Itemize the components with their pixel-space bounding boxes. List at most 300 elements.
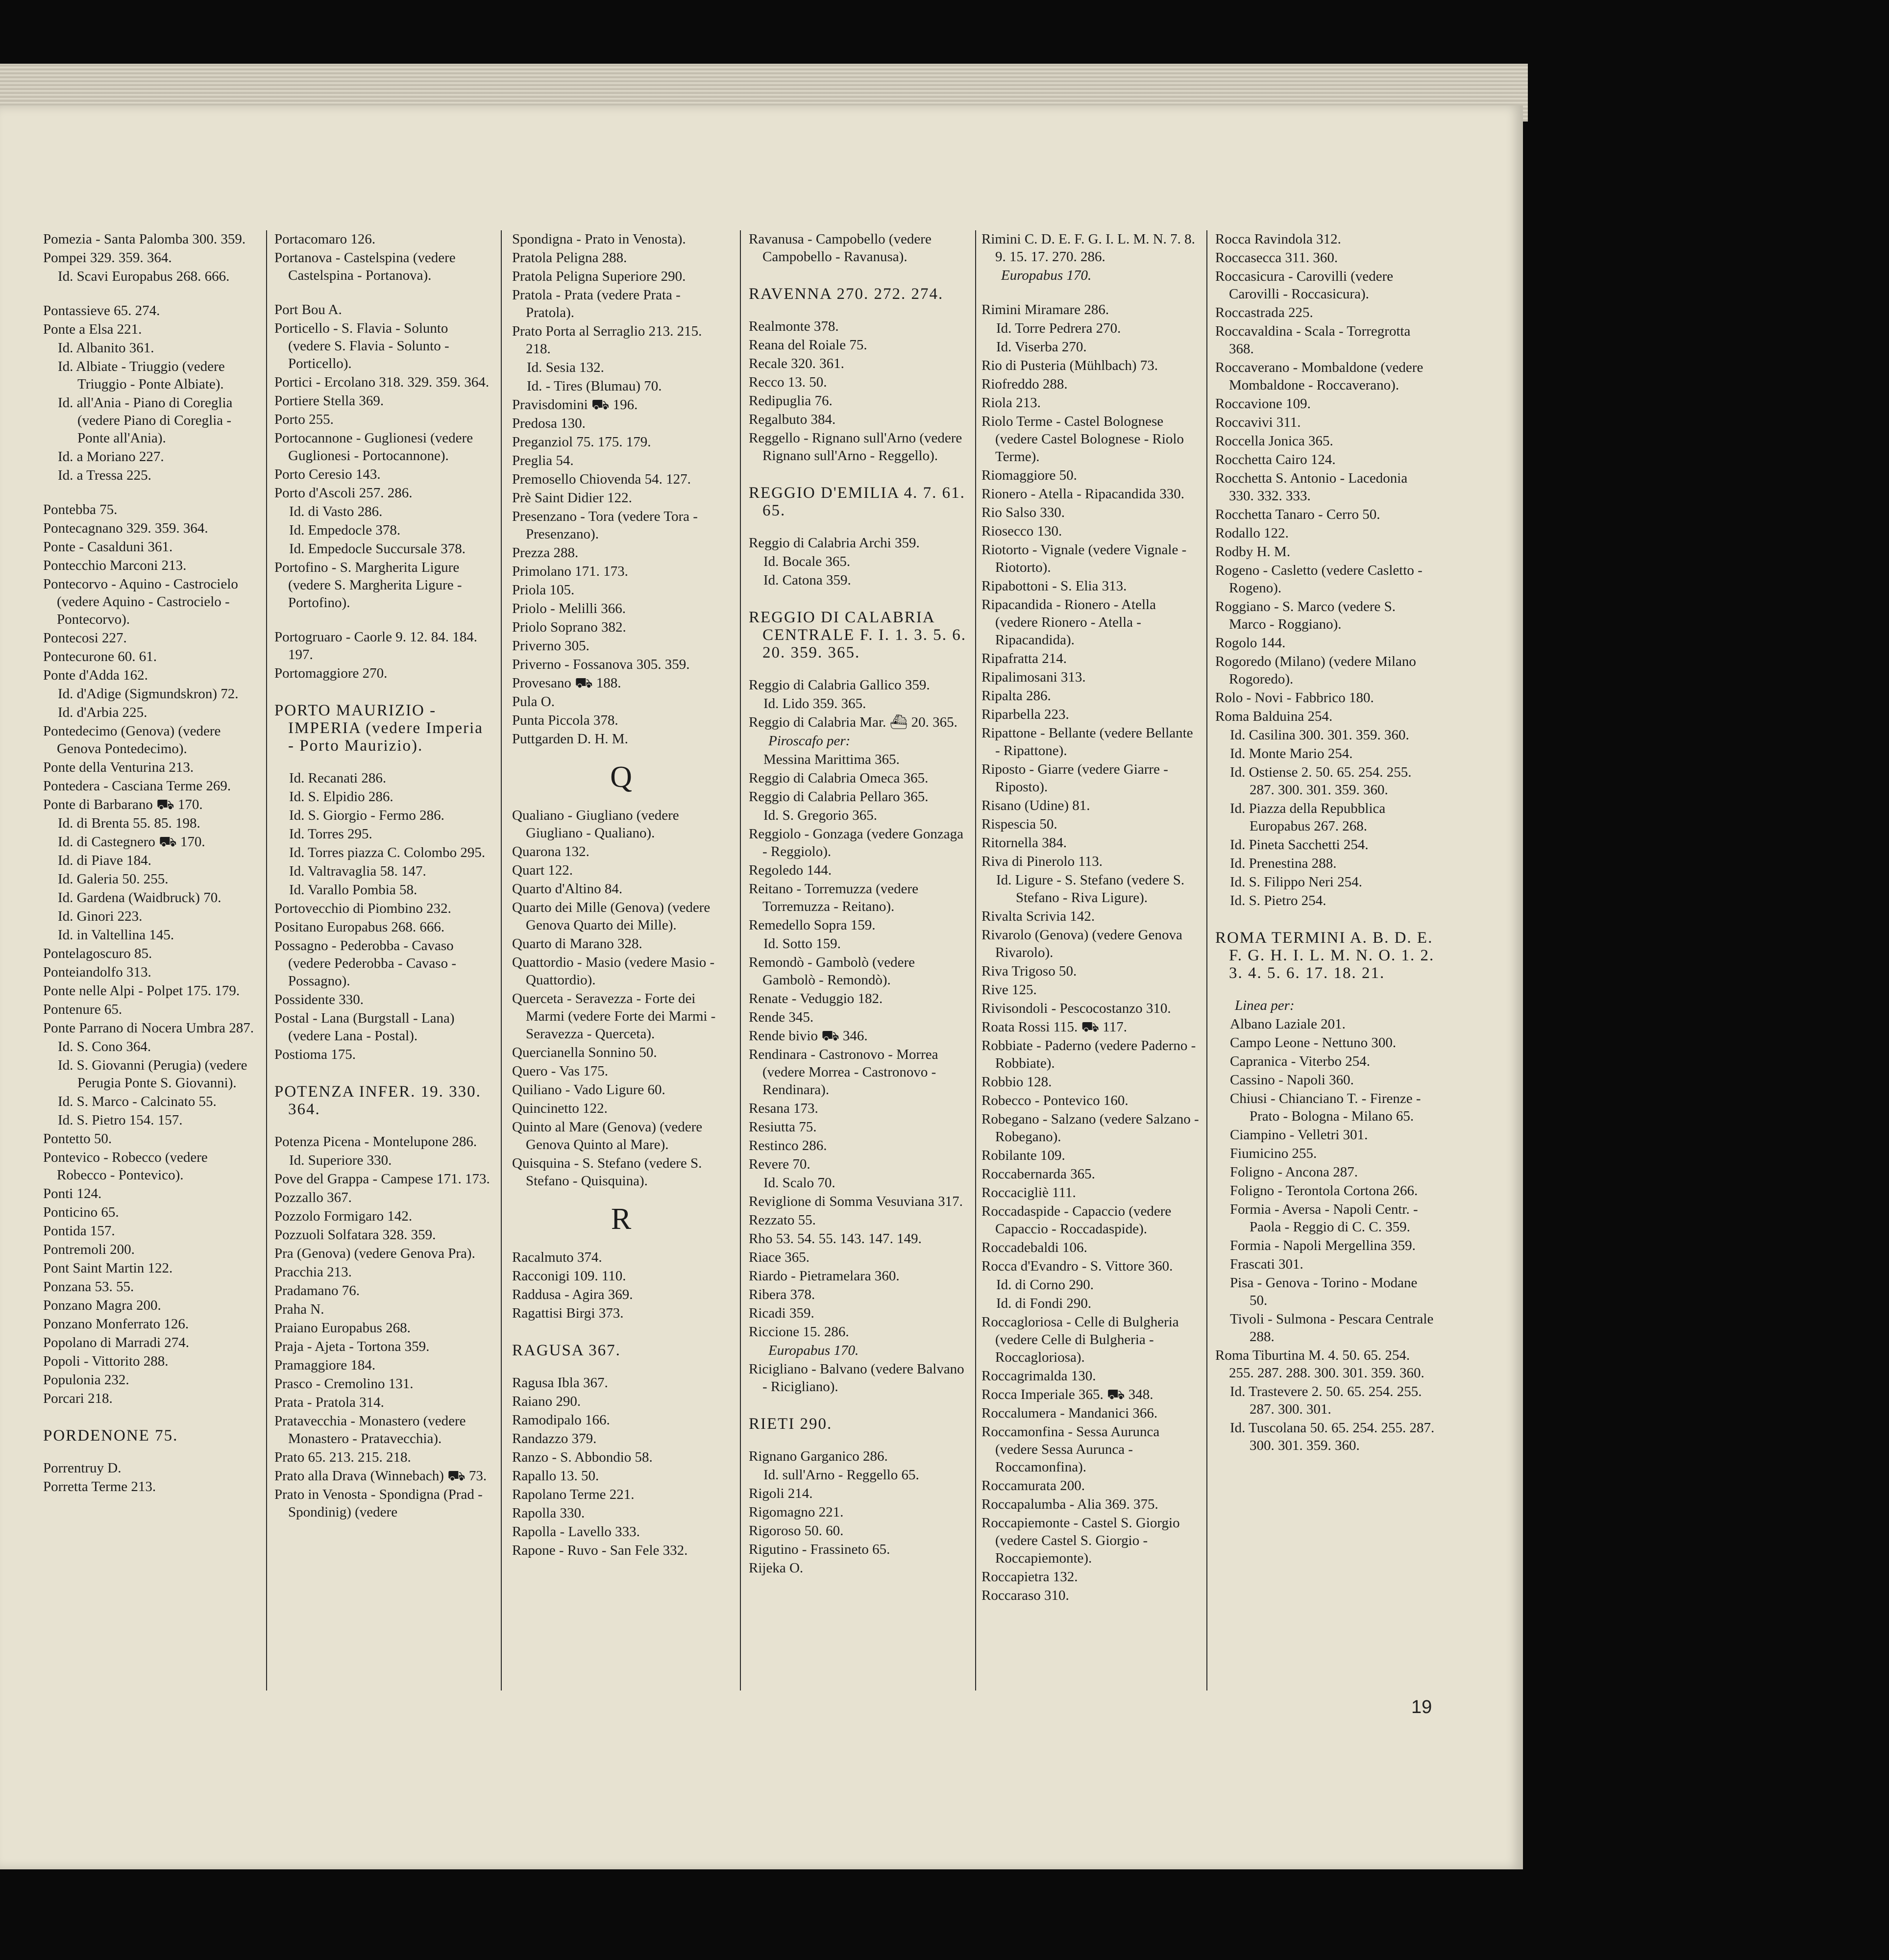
index-entry: Id. Scavi Europabus 268. 666. [58,269,230,284]
index-entry: Roccagloriosa - Celle di Bulgheria (vedere Celle di Bulgheria - Roccagloriosa). [981,1314,1179,1365]
index-entry: Rocchetta S. Antonio - Lacedonia 330. 332. 333. [1215,470,1408,504]
index-entry: Ripattone - Bellante (vedere Bellante - Ripattone). [981,725,1193,759]
index-entry: Postioma 175. [274,1047,356,1062]
index-entry: Ripalimosani 313. [981,669,1086,685]
index-heading: RAVENNA 270. 272. 274. [749,285,944,303]
index-entry: Pratola Peligna Superiore 290. [512,269,686,284]
index-entry: Rapolla - Lavello 333. [512,1524,640,1540]
index-entry: Porto 255. [274,412,334,427]
column-divider [975,230,976,1690]
index-column-1 [43,230,259,1700]
index-entry: Roccagrimalda 130. [981,1368,1096,1384]
index-entry: Priverno - Fossanova 305. 359. [512,657,690,672]
index-entry: Roccamurata 200. [981,1478,1085,1494]
index-entry: Roccapietra 132. [981,1569,1078,1585]
section-letter: R [611,1202,632,1236]
index-entry: Ponzano Magra 200. [43,1298,161,1313]
index-entry: Roggiano - S. Marco (vedere S. Marco - Roggiano). [1215,599,1396,632]
index-entry: Pra (Genova) (vedere Genova Pra). [274,1246,475,1261]
index-entry: Rive 125. [981,982,1037,998]
index-entry: Riotorto - Vignale (vedere Vignale - Riotorto). [981,542,1187,575]
index-entry: Pomezia - Santa Palomba 300. 359. [43,231,246,247]
index-entry: Risano (Udine) 81. [981,798,1090,813]
index-entry: Id. Ginori 223. [58,908,143,924]
index-entry: Reggio di Calabria Pellaro 365. [749,789,929,805]
index-entry: Roma Tiburtina M. 4. 50. 65. 254. 255. 287. 288. 300. 301. 359. 360. [1215,1348,1424,1381]
index-entry: Ricadi 359. [749,1305,814,1321]
index-entry: Rende 345. [749,1009,814,1025]
index-entry: Pozzolo Formigaro 142. [274,1208,413,1224]
index-entry: Praha N. [274,1301,324,1317]
index-entry: Ragattisi Birgi 373. [512,1305,624,1321]
index-entry: Ponte Parrano di Nocera Umbra 287. [43,1020,254,1036]
index-entry: Prato in Venosta - Spondigna (Prad - Spondinig) (vedere [274,1487,483,1520]
index-entry: Id. Albiate - Triuggio (vedere Triuggio - Ponte Albiate). [58,359,225,392]
index-entry: Reitano - Torremuzza (vedere Torremuzza - Reitano). [749,881,919,914]
index-entry: Prasco - Cremolino 131. [274,1376,414,1392]
index-entry: Rivisondoli - Pescocostanzo 310. [981,1001,1171,1016]
index-entry: Riparbella 223. [981,707,1069,722]
column-divider [266,230,267,1690]
index-entry: Pravisdomini ⛟ 196. [512,397,638,413]
index-entry: Id. S. Pietro 254. [1230,893,1326,908]
index-entry: Piroscafo per: [768,733,851,749]
index-entry: Priverno 305. [512,638,589,654]
index-entry: Ciampino - Velletri 301. [1230,1127,1368,1143]
index-entry: Porretta Terme 213. [43,1479,156,1494]
index-entry: Campo Leone - Nettuno 300. [1230,1035,1397,1051]
index-entry: Rio di Pusteria (Mühlbach) 73. [981,358,1158,373]
index-entry: Id. all'Ania - Piano di Coreglia (vedere Piano di Coreglia - Ponte all'Ania). [58,395,233,446]
index-entry: Ponte a Elsa 221. [43,321,142,337]
index-entry: Robilante 109. [981,1148,1065,1163]
index-entry: Robecco - Pontevico 160. [981,1093,1128,1108]
index-entry: Id. di Fondi 290. [996,1296,1092,1311]
index-entry: Ripabottoni - S. Elia 313. [981,578,1127,594]
index-entry: Id. Viserba 270. [996,339,1087,355]
index-entry: Rigoli 214. [749,1486,813,1501]
index-entry: Roccabernarda 365. [981,1166,1095,1182]
index-entry: Rijeka O. [749,1560,804,1576]
index-entry: Rimini C. D. E. F. G. I. L. M. N. 7. 8. 9. 15. 17. 270. 286. [981,231,1195,265]
index-entry: Id. di Piave 184. [58,853,151,868]
index-entry: Priolo Soprano 382. [512,619,626,635]
index-entry: Pontevico - Robecco (vedere Robecco - Pontevico). [43,1150,208,1183]
index-entry: Presenzano - Tora (vedere Tora - Presenzano). [512,509,698,542]
index-entry: Possidente 330. [274,992,364,1007]
index-column-6 [1215,230,1436,1700]
index-entry: Ponte della Venturina 213. [43,760,194,775]
index-entry: Fiumicino 255. [1230,1146,1317,1161]
index-entry: Riola 213. [981,395,1041,411]
index-entry: Pozzallo 367. [274,1190,352,1205]
index-entry: Prezza 288. [512,545,579,561]
index-entry: Id. Pineta Sacchetti 254. [1230,837,1369,853]
index-entry: Id. a Tressa 225. [58,467,151,483]
index-entry: Reggio di Calabria Omeca 365. [749,770,929,786]
index-entry: Ricigliano - Balvano (vedere Balvano - Ricigliano). [749,1361,964,1395]
index-entry: Id. Lido 359. 365. [763,696,866,711]
index-entry: Rivalta Scrivia 142. [981,908,1095,924]
index-entry: Robbio 128. [981,1074,1052,1090]
index-entry: Puttgarden D. H. M. [512,731,628,747]
index-entry: Rispescia 50. [981,816,1057,832]
index-entry: Roccavaldina - Scala - Torregrotta 368. [1215,323,1411,357]
index-entry: Premosello Chiovenda 54. 127. [512,471,691,487]
index-entry: Linea per: [1235,998,1295,1013]
index-entry: Rionero - Atella - Ripacandida 330. [981,486,1184,502]
index-entry: Porcari 218. [43,1391,113,1406]
index-entry: Messina Marittima 365. [763,752,900,767]
index-entry: Ramodipalo 166. [512,1412,610,1428]
index-entry: Id. Torres 295. [289,826,372,842]
index-heading: RIETI 290. [749,1415,833,1433]
index-entry: Rocchetta Tanaro - Cerro 50. [1215,507,1380,522]
index-entry: Portocannone - Guglionesi (vedere Guglionesi - Portocannone). [274,430,473,464]
index-entry: Rocchetta Cairo 124. [1215,452,1336,467]
index-entry: Portacomaro 126. [274,231,376,247]
index-entry: Predosa 130. [512,416,586,431]
index-entry: Id. Empedocle 378. [289,522,401,538]
index-entry: Punta Piccola 378. [512,712,618,728]
index-entry: Id. Catona 359. [763,572,851,588]
index-entry: Riccione 15. 286. [749,1324,849,1340]
index-entry: Chiusi - Chianciano T. - Firenze - Prato - Bologna - Milano 65. [1230,1091,1421,1124]
index-entry: Id. S. Elpidio 286. [289,789,393,805]
index-entry: Id. di Vasto 286. [289,504,383,519]
index-entry: Riva di Pinerolo 113. [981,854,1103,869]
index-entry: Pontassieve 65. 274. [43,303,160,318]
index-entry: Pontebba 75. [43,502,118,517]
index-entry: Id. Scalo 70. [763,1175,835,1191]
index-entry: Riofreddo 288. [981,376,1068,392]
index-heading: REGGIO DI CALABRIA CENTRALE F. I. 1. 3. 5. 6. 20. 359. 365. [749,609,967,662]
index-entry: Rogolo 144. [1215,635,1286,651]
index-entry: Roccacigliè 111. [981,1185,1076,1200]
index-entry: Pula O. [512,694,555,710]
column-divider [501,230,502,1690]
index-entry: Id. S. Marco - Calcinato 55. [58,1094,217,1109]
index-entry: Quinto al Mare (Genova) (vedere Genova Quinto al Mare). [512,1119,703,1152]
index-entry: Port Bou A. [274,302,342,318]
index-entry: Ribera 378. [749,1287,815,1302]
index-entry: Id. S. Giorgio - Fermo 286. [289,808,444,823]
index-entry: Roccavione 109. [1215,396,1311,412]
index-entry: Portofino - S. Margherita Ligure (vedere S. Margherita Ligure - Portofino). [274,560,462,611]
index-entry: Pontremoli 200. [43,1242,135,1257]
index-entry: Id. Gardena (Waidbruck) 70. [58,890,221,906]
index-entry: Quiliano - Vado Ligure 60. [512,1082,665,1098]
index-heading: RAGUSA 367. [512,1342,621,1359]
index-entry: Roata Rossi 115. ⛟ 117. [981,1019,1127,1035]
index-entry: Qualiano - Giugliano (vedere Giugliano - Qualiano). [512,808,679,841]
index-entry: Id. Galeria 50. 255. [58,871,169,887]
index-entry: Rogeno - Casletto (vedere Casletto - Rogeno). [1215,563,1423,596]
index-entry: Ritornella 384. [981,835,1067,851]
index-entry: Pontenure 65. [43,1002,123,1017]
index-entry: Pontelagoscuro 85. [43,946,152,961]
index-column-2 [274,230,492,1700]
index-entry: Albano Laziale 201. [1230,1016,1346,1032]
index-entry: Quarona 132. [512,844,589,859]
index-entry: Id. di Corno 290. [996,1277,1094,1293]
index-entry: Rocca d'Evandro - S. Vittore 360. [981,1258,1173,1274]
index-entry: Riolo Terme - Castel Bolognese (vedere Castel Bolognese - Riolo Terme). [981,414,1184,465]
index-entry: Id. Trastevere 2. 50. 65. 254. 255. 287. 300. 301. [1230,1384,1422,1417]
index-entry: Rigutino - Frassineto 65. [749,1542,890,1557]
index-entry: Recale 320. 361. [749,356,844,371]
index-entry: Id. Varallo Pombia 58. [289,882,417,898]
index-entry: Restinco 286. [749,1138,827,1153]
index-entry: Porticello - S. Flavia - Solunto (vedere S. Flavia - Solunto - Porticello). [274,320,449,371]
index-entry: Rigoroso 50. 60. [749,1523,844,1539]
index-entry: Racconigi 109. 110. [512,1268,626,1284]
index-entry: Formia - Napoli Mergellina 359. [1230,1238,1416,1253]
index-entry: Pratola Peligna 288. [512,250,627,266]
index-entry: Ponticino 65. [43,1204,119,1220]
index-entry: Reggio di Calabria Archi 359. [749,535,920,551]
index-entry: Quisquina - S. Stefano (vedere S. Stefano - Quisquina). [512,1155,702,1189]
index-entry: Reana del Roiale 75. [749,337,867,353]
index-entry: Tivoli - Sulmona - Pescara Centrale 288. [1230,1311,1434,1345]
index-entry: Rho 53. 54. 55. 143. 147. 149. [749,1231,922,1247]
index-entry: Regoledo 144. [749,862,832,878]
index-entry: Prato alla Drava (Winnebach) ⛟ 73. [274,1468,487,1484]
index-entry: Pontecchio Marconi 213. [43,558,187,573]
index-entry: Roccavivi 311. [1215,415,1301,430]
index-entry: Pontida 157. [43,1223,115,1239]
index-entry: Racalmuto 374. [512,1250,602,1265]
index-entry: Pratavecchia - Monastero (vedere Monastero - Pratavecchia). [274,1413,466,1446]
index-entry: Pozzuoli Solfatara 328. 359. [274,1227,436,1243]
index-entry: Rigomagno 221. [749,1504,844,1520]
index-heading: PORDENONE 75. [43,1427,178,1445]
index-entry: Id. d'Arbia 225. [58,705,147,720]
index-entry: Roma Balduina 254. [1215,709,1333,724]
index-entry: Pont Saint Martin 122. [43,1260,173,1276]
index-entry: Remondò - Gambolò (vedere Gambolò - Remondò). [749,955,915,988]
index-entry: Roccapalumba - Alia 369. 375. [981,1496,1158,1512]
index-entry: Id. Piazza della Repubblica Europabus 267. 268. [1230,801,1386,834]
index-entry: Reggio di Calabria Gallico 359. [749,677,930,693]
index-entry: Quarto di Marano 328. [512,936,642,952]
index-entry: Portanova - Castelspina (vedere Castelspina - Portanova). [274,250,456,283]
index-entry: Ponzano Monferrato 126. [43,1316,189,1332]
index-heading: ROMA TERMINI A. B. D. E. F. G. H. I. L. M. N. O. 1. 2. 3. 4. 5. 6. 17. 18. 21. [1215,929,1435,982]
index-entry: Positano Europabus 268. 666. [274,919,445,935]
index-entry: Ravanusa - Campobello (vedere Campobello - Ravanusa). [749,231,932,265]
index-entry: Remedello Sopra 159. [749,917,876,933]
index-entry: Prato Porta al Serraglio 213. 215. 218. [512,323,702,357]
index-entry: Formia - Aversa - Napoli Centr. - Paola - Reggio di C. C. 359. [1230,1201,1418,1235]
index-entry: Roccalumera - Mandanici 366. [981,1405,1158,1421]
index-entry: Randazzo 379. [512,1431,597,1446]
index-heading: PORTO MAURIZIO - IMPERIA (vedere Imperia - Porto Maurizio). [274,702,483,755]
index-entry: Reggiolo - Gonzaga (vedere Gonzaga - Reggiolo). [749,826,964,859]
index-entry: Roccamonfina - Sessa Aurunca (vedere Sessa Aurunca - Roccamonfina). [981,1424,1160,1475]
index-entry: Roccastrada 225. [1215,305,1313,320]
index-entry: Praiano Europabus 268. [274,1320,411,1336]
index-entry: Id. S. Filippo Neri 254. [1230,874,1362,890]
index-entry: Porrentruy D. [43,1460,122,1476]
index-column-5 [981,230,1200,1700]
index-entry: Id. Torres piazza C. Colombo 295. [289,845,486,860]
index-entry: Roccadebaldi 106. [981,1240,1087,1255]
index-entry: Portomaggiore 270. [274,665,388,681]
index-entry: Id. Ostiense 2. 50. 65. 254. 255. 287. 300. 301. 359. 360. [1230,764,1412,798]
index-entry: Id. Bocale 365. [763,554,851,569]
index-entry: Renate - Veduggio 182. [749,991,883,1006]
index-entry: Revere 70. [749,1156,810,1172]
index-entry: Robegano - Salzano (vedere Salzano - Robegano). [981,1111,1199,1145]
index-entry: Id. S. Pietro 154. 157. [58,1112,183,1128]
index-entry: Pracchia 213. [274,1264,352,1280]
index-entry: Id. Sotto 159. [763,936,841,952]
index-entry: Roccella Jonica 365. [1215,433,1333,449]
index-entry: Roccasecca 311. 360. [1215,250,1338,266]
index-entry: Prata - Pratola 314. [274,1395,384,1410]
index-entry: Id. Casilina 300. 301. 359. 360. [1230,727,1409,743]
index-entry: Id. di Castegnero ⛟ 170. [58,834,205,850]
index-entry: Ragusa Ibla 367. [512,1375,608,1391]
index-entry: Rolo - Novi - Fabbrico 180. [1215,690,1374,706]
index-entry: Frascati 301. [1230,1256,1303,1272]
index-entry: Ponte d'Adda 162. [43,667,148,683]
index-entry: Portici - Ercolano 318. 329. 359. 364. [274,374,490,390]
index-entry: Quero - Vas 175. [512,1063,608,1079]
index-column-4 [749,230,968,1700]
column-divider [1206,230,1207,1690]
index-entry: Pontecorvo - Aquino - Castrocielo (vedere Aquino - Castrocielo - Pontecorvo). [43,576,238,627]
column-divider [740,230,741,1690]
index-entry: Quercianella Sonnino 50. [512,1045,657,1060]
index-entry: Pontecosi 227. [43,630,127,646]
index-entry: Prè Saint Didier 122. [512,490,632,506]
index-entry: Pratola - Prata (vedere Prata - Pratola). [512,287,681,320]
index-entry: Id. di Brenta 55. 85. 198. [58,815,200,831]
index-entry: Rocca Imperiale 365. ⛟ 348. [981,1387,1153,1402]
index-entry: Pontecurone 60. 61. [43,649,157,664]
index-entry: Primolano 171. 173. [512,564,628,579]
index-entry: Roccasicura - Carovilli (vedere Carovilli - Roccasicura). [1215,269,1394,302]
index-entry: Riardo - Pietramelara 360. [749,1268,900,1284]
index-entry: Foligno - Terontola Cortona 266. [1230,1183,1418,1199]
index-entry: Europabus 170. [768,1343,859,1358]
index-entry: Riosecco 130. [981,523,1062,539]
index-entry: Ponti 124. [43,1186,102,1201]
index-entry: Roccapiemonte - Castel S. Giorgio (vedere Castel S. Giorgio - Roccapiemonte). [981,1515,1180,1566]
index-entry: Pradamano 76. [274,1283,360,1298]
index-entry: Pontetto 50. [43,1131,112,1147]
index-entry: Id. Superiore 330. [289,1152,392,1168]
index-heading: REGGIO D'EMILIA 4. 7. 61. 65. [749,484,965,519]
index-entry: Preganziol 75. 175. 179. [512,434,651,450]
index-entry: Pisa - Genova - Torino - Modane 50. [1230,1275,1418,1308]
index-entry: Ripafratta 214. [981,651,1067,666]
index-entry: Roccaraso 310. [981,1588,1069,1603]
index-entry: Regalbuto 384. [749,412,836,427]
index-entry: Portiere Stella 369. [274,393,384,409]
index-entry: Pramaggiore 184. [274,1357,376,1373]
index-entry: Rapolla 330. [512,1505,585,1521]
index-entry: Id. a Moriano 227. [58,449,164,465]
index-entry: Roccadaspide - Capaccio (vedere Capaccio - Roccadaspide). [981,1203,1172,1237]
index-entry: Rodallo 122. [1215,525,1289,541]
index-entry: Id. Albanito 361. [58,340,154,356]
index-entry: Raddusa - Agira 369. [512,1287,633,1302]
index-entry: Id. in Valtellina 145. [58,927,174,943]
index-entry: Porto Ceresio 143. [274,466,381,482]
index-entry: Raiano 290. [512,1394,581,1409]
index-entry: Id. Empedocle Succursale 378. [289,541,466,557]
index-entry: Pompei 329. 359. 364. [43,250,172,266]
index-entry: Ponzana 53. 55. [43,1279,134,1295]
index-entry: Quarto d'Altino 84. [512,881,623,897]
index-entry: Id. Ligure - S. Stefano (vedere S. Stefano - Riva Ligure). [996,872,1185,906]
index-entry: Id. Sesia 132. [527,360,604,375]
index-entry: Id. Prenestina 288. [1230,856,1337,871]
index-entry: Rodby H. M. [1215,544,1291,560]
index-column-3 [512,230,730,1700]
index-entry: Pontecagnano 329. 359. 364. [43,520,208,536]
index-entry: Redipuglia 76. [749,393,833,409]
index-entry: Ripalta 286. [981,688,1051,704]
index-entry: Europabus 170. [1001,268,1092,283]
index-entry: Riomaggiore 50. [981,467,1077,483]
index-entry: Rignano Garganico 286. [749,1448,888,1464]
index-entry: Spondigna - Prato in Venosta). [512,231,686,247]
index-entry: Rocca Ravindola 312. [1215,231,1341,247]
index-entry: Possagno - Pederobba - Cavaso (vedere Pederobba - Cavaso - Possagno). [274,938,457,989]
index-entry: Riposto - Giarre (vedere Giarre - Riposto). [981,761,1168,795]
index-entry: Foligno - Ancona 287. [1230,1164,1358,1180]
index-entry: Rapallo 13. 50. [512,1468,599,1484]
index-entry: Portovecchio di Piombino 232. [274,901,451,916]
index-entry: Rogoredo (Milano) (vedere Milano Rogoredo). [1215,654,1416,687]
index-entry: Rende bivio ⛟ 346. [749,1028,868,1044]
index-entry: Id. S. Cono 364. [58,1039,151,1054]
index-entry: Rimini Miramare 286. [981,302,1109,318]
index-entry: Cassino - Napoli 360. [1230,1072,1354,1088]
index-entry: Rivarolo (Genova) (vedere Genova Rivarolo). [981,927,1182,960]
index-entry: Popoli - Vittorito 288. [43,1353,169,1369]
index-entry: Ponte nelle Alpi - Polpet 175. 179. [43,983,240,999]
index-entry: Riva Trigoso 50. [981,963,1077,979]
index-entry: Reviglione di Somma Vesuviana 317. [749,1194,963,1209]
index-entry: Id. d'Adige (Sigmundskron) 72. [58,686,239,702]
index-entry: Ponte - Casalduni 361. [43,539,173,555]
index-entry: Rapolano Terme 221. [512,1487,635,1502]
index-entry: Capranica - Viterbo 254. [1230,1054,1371,1069]
index-entry: Id. S. Giovanni (Perugia) (vedere Perugia Ponte S. Giovanni). [58,1057,247,1091]
index-entry: Id. Recanati 286. [289,770,387,786]
index-entry: Id. Torre Pedrera 270. [996,320,1121,336]
index-entry: Reggio di Calabria Mar. ⛴ 20. 365. [749,714,957,730]
index-entry: Priola 105. [512,582,575,598]
page-number: 19 [1411,1697,1432,1717]
index-entry: Quarto dei Mille (Genova) (vedere Genova Quarto dei Mille). [512,900,711,933]
index-entry: Ponteiandolfo 313. [43,964,151,980]
index-entry: Realmonte 378. [749,318,839,334]
index-entry: Rapone - Ruvo - San Fele 332. [512,1543,688,1558]
index-entry: Rezzato 55. [749,1212,816,1228]
index-entry: Ponte di Barbarano ⛟ 170. [43,797,203,812]
index-entry: Postal - Lana (Burgstall - Lana) (vedere Lana - Postal). [274,1010,455,1044]
index-entry: Provesano ⛟ 188. [512,675,621,691]
index-entry: Portogruaro - Caorle 9. 12. 84. 184. 197. [274,629,477,662]
index-entry: Prato 65. 213. 215. 218. [274,1449,411,1465]
index-entry: Rendinara - Castronovo - Morrea (vedere Morrea - Castronovo - Rendinara). [749,1047,938,1098]
